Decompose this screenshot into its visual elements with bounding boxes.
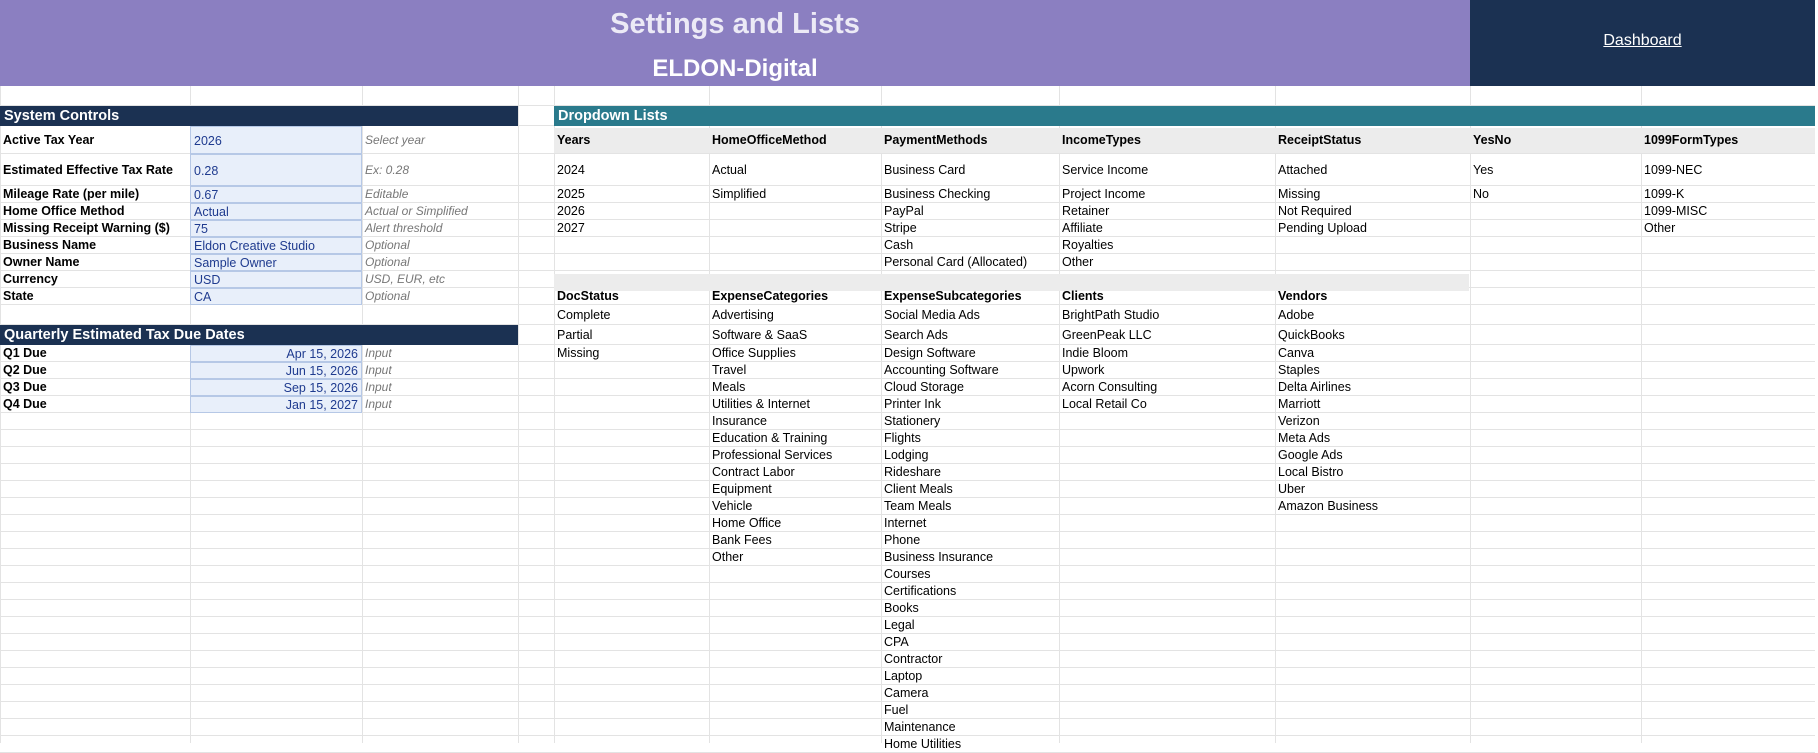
setting-label: Business Name <box>3 238 97 252</box>
list-item: 1099-NEC <box>1644 163 1703 177</box>
list-item: CPA <box>884 635 909 649</box>
list-item: Meals <box>712 380 746 394</box>
due-date-note: Input <box>365 397 392 411</box>
list-column-header: Clients <box>1062 289 1104 303</box>
list-column-header: IncomeTypes <box>1062 133 1141 147</box>
list-item: Laptop <box>884 669 923 683</box>
setting-note: Alert threshold <box>365 221 443 235</box>
list-item: Complete <box>557 308 611 322</box>
list-item: 2025 <box>557 187 585 201</box>
list-item: Home Office <box>712 516 782 530</box>
list-item: Equipment <box>712 482 772 496</box>
list-item: 2024 <box>557 163 585 177</box>
list-item: Utilities & Internet <box>712 397 810 411</box>
list-item: Certifications <box>884 584 957 598</box>
list-item: BrightPath Studio <box>1062 308 1160 322</box>
list-item: Personal Card (Allocated) <box>884 255 1028 269</box>
due-date-label: Q2 Due <box>3 363 47 377</box>
list-item: Bank Fees <box>712 533 772 547</box>
list-item: Home Utilities <box>884 737 962 751</box>
list-item: Yes <box>1473 163 1494 177</box>
due-date-label: Q1 Due <box>3 346 47 360</box>
tax-dates-header: Quarterly Estimated Tax Due Dates <box>0 325 518 345</box>
list-item: No <box>1473 187 1489 201</box>
setting-note: Ex: 0.28 <box>365 163 410 177</box>
list-item: Camera <box>884 686 929 700</box>
list-item: Phone <box>884 533 921 547</box>
list-column-header: PaymentMethods <box>884 133 988 147</box>
list-item: 1099-MISC <box>1644 204 1708 218</box>
setting-value-input[interactable]: 75 <box>190 220 362 237</box>
list-item: Other <box>1062 255 1094 269</box>
list-item: Maintenance <box>884 720 956 734</box>
setting-note: Actual or Simplified <box>365 204 468 218</box>
list-item: Cloud Storage <box>884 380 964 394</box>
list-item: Retainer <box>1062 204 1110 218</box>
setting-label: Estimated Effective Tax Rate <box>3 163 173 177</box>
due-date-input[interactable]: Jun 15, 2026 <box>190 362 362 379</box>
list-item: Internet <box>884 516 927 530</box>
list-item: Marriott <box>1278 397 1321 411</box>
due-date-input[interactable]: Sep 15, 2026 <box>190 379 362 396</box>
list-item: GreenPeak LLC <box>1062 328 1152 342</box>
list-item: Local Retail Co <box>1062 397 1147 411</box>
setting-note: USD, EUR, etc <box>365 272 446 286</box>
list-item: Office Supplies <box>712 346 796 360</box>
list-item: Stripe <box>884 221 917 235</box>
setting-note: Optional <box>365 289 410 303</box>
page-subtitle: ELDON-Digital <box>652 55 818 82</box>
list-item: QuickBooks <box>1278 328 1345 342</box>
system-controls-header: System Controls <box>0 106 518 126</box>
list-item: Business Card <box>884 163 966 177</box>
setting-note: Optional <box>365 238 410 252</box>
list-item: Software & SaaS <box>712 328 808 342</box>
list-item: Insurance <box>712 414 767 428</box>
setting-value-input[interactable]: CA <box>190 288 362 305</box>
setting-note: Optional <box>365 255 410 269</box>
list-item: Fuel <box>884 703 909 717</box>
list-item: Search Ads <box>884 328 948 342</box>
list-item: Vehicle <box>712 499 753 513</box>
list-item: Project Income <box>1062 187 1146 201</box>
due-date-input[interactable]: Jan 15, 2027 <box>190 396 362 413</box>
list-item: Business Insurance <box>884 550 994 564</box>
due-date-note: Input <box>365 346 392 360</box>
due-date-label: Q4 Due <box>3 397 47 411</box>
list-item: Books <box>884 601 919 615</box>
list-column-header: HomeOfficeMethod <box>712 133 827 147</box>
list-item: Advertising <box>712 308 774 322</box>
setting-label: Mileage Rate (per mile) <box>3 187 140 201</box>
list-column-header: Vendors <box>1278 289 1328 303</box>
list-item: Courses <box>884 567 931 581</box>
list-item: Adobe <box>1278 308 1315 322</box>
list-column-header: Years <box>557 133 591 147</box>
list-item: Cash <box>884 238 914 252</box>
dashboard-link[interactable]: Dashboard <box>1603 32 1682 49</box>
list-item: Legal <box>884 618 915 632</box>
list-item: Design Software <box>884 346 976 360</box>
list-item: Lodging <box>884 448 929 462</box>
list-item: Simplified <box>712 187 767 201</box>
list-item: Team Meals <box>884 499 952 513</box>
list-item: Delta Airlines <box>1278 380 1351 394</box>
due-date-label: Q3 Due <box>3 380 47 394</box>
list-item: Pending Upload <box>1278 221 1367 235</box>
list-column-header: DocStatus <box>557 289 619 303</box>
dashboard-panel <box>1470 0 1815 86</box>
list-item: Missing <box>1278 187 1321 201</box>
header-banner <box>0 0 1470 86</box>
list-item: Actual <box>712 163 747 177</box>
list-item: Indie Bloom <box>1062 346 1129 360</box>
list-item: PayPal <box>884 204 924 218</box>
list-item: Google Ads <box>1278 448 1343 462</box>
setting-value-input[interactable]: 0.67 <box>190 186 362 203</box>
list-column-header: ExpenseCategories <box>712 289 829 303</box>
list-item: Partial <box>557 328 593 342</box>
list-item: Affiliate <box>1062 221 1103 235</box>
list-item: Other <box>712 550 744 564</box>
setting-label: Home Office Method <box>3 204 125 218</box>
setting-note: Editable <box>365 187 409 201</box>
list-item: Printer Ink <box>884 397 941 411</box>
list-column-header: 1099FormTypes <box>1644 133 1739 147</box>
setting-value-input[interactable]: Eldon Creative Studio <box>190 237 362 254</box>
list-item: Attached <box>1278 163 1328 177</box>
list-item: Accounting Software <box>884 363 999 377</box>
list-item: Business Checking <box>884 187 991 201</box>
due-date-note: Input <box>365 363 392 377</box>
list-item: Stationery <box>884 414 941 428</box>
setting-value-input[interactable]: 0.28 <box>190 154 362 186</box>
list-item: Uber <box>1278 482 1306 496</box>
list-item: Service Income <box>1062 163 1149 177</box>
setting-label: Active Tax Year <box>3 133 95 147</box>
list-column-header: ExpenseSubcategories <box>884 289 1022 303</box>
list-item: Acorn Consulting <box>1062 380 1158 394</box>
list-item: 1099-K <box>1644 187 1685 201</box>
list-item: Rideshare <box>884 465 941 479</box>
dropdown-lists-header: Dropdown Lists <box>554 106 1815 126</box>
list-item: Local Bistro <box>1278 465 1344 479</box>
list-item: 2027 <box>557 221 585 235</box>
list-item: Education & Training <box>712 431 828 445</box>
setting-value-input[interactable]: Sample Owner <box>190 254 362 271</box>
setting-label: State <box>3 289 34 303</box>
list-item: Social Media Ads <box>884 308 980 322</box>
list-item: Royalties <box>1062 238 1114 252</box>
list-column-header: ReceiptStatus <box>1278 133 1362 147</box>
setting-note: Select year <box>365 133 426 147</box>
list-item: Missing <box>557 346 600 360</box>
setting-value-input[interactable]: Actual <box>190 203 362 220</box>
list-item: Not Required <box>1278 204 1352 218</box>
list-item: Amazon Business <box>1278 499 1379 513</box>
list-item: Travel <box>712 363 747 377</box>
list-item: Staples <box>1278 363 1320 377</box>
page-title: Settings and Lists <box>610 8 860 40</box>
due-date-note: Input <box>365 380 392 394</box>
setting-label: Owner Name <box>3 255 80 269</box>
list-item: Verizon <box>1278 414 1320 428</box>
list-item: Flights <box>884 431 921 445</box>
setting-label: Currency <box>3 272 58 286</box>
list-item: Meta Ads <box>1278 431 1331 445</box>
list-item: Contractor <box>884 652 943 666</box>
setting-label: Missing Receipt Warning ($) <box>3 221 170 235</box>
list-column-header: YesNo <box>1473 133 1512 147</box>
due-date-input[interactable]: Apr 15, 2026 <box>190 345 362 362</box>
setting-value-input[interactable]: 2026 <box>190 126 362 154</box>
list-item: 2026 <box>557 204 585 218</box>
list-item: Canva <box>1278 346 1315 360</box>
setting-value-input[interactable]: USD <box>190 271 362 288</box>
list-item: Other <box>1644 221 1676 235</box>
list-item: Upwork <box>1062 363 1105 377</box>
list-item: Professional Services <box>712 448 833 462</box>
list-item: Contract Labor <box>712 465 795 479</box>
list-item: Client Meals <box>884 482 953 496</box>
